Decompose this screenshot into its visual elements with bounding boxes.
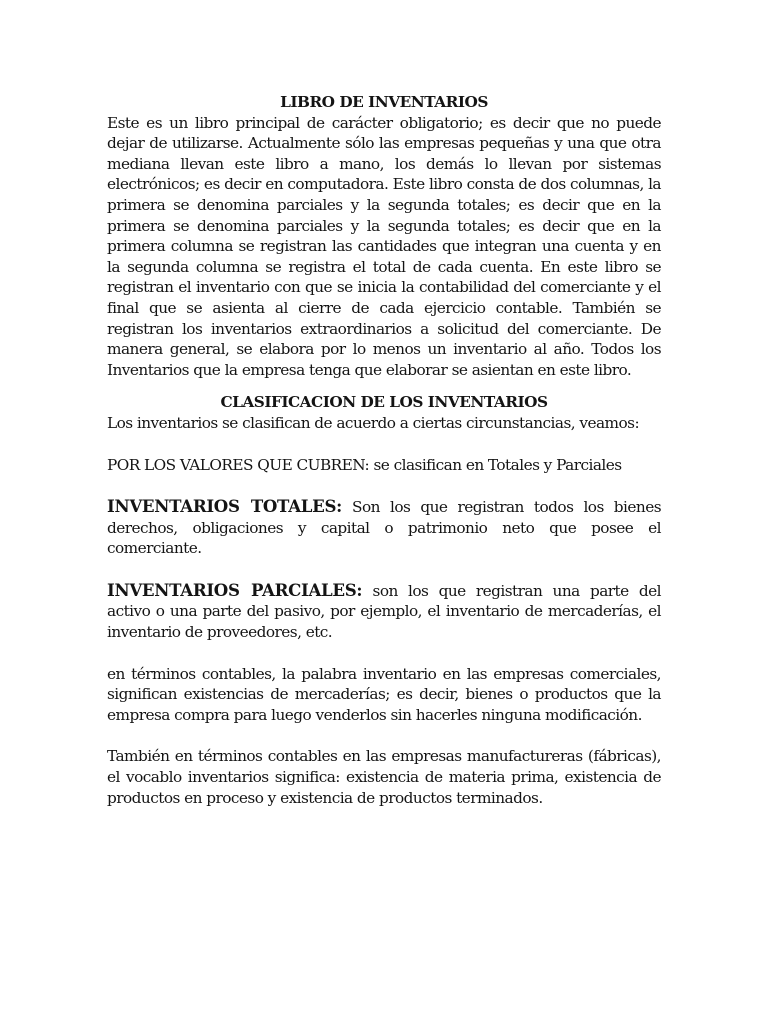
paragraph-valores: POR LOS VALORES QUE CUBREN: se clasifican en Totales y Parciales	[107, 455, 622, 474]
title-clasificacion: CLASIFICACION DE LOS INVENTARIOS	[220, 393, 548, 412]
paragraph-intro: Los inventarios se clasifican de acuerdo a ciertas circunstancias, veamos:	[107, 413, 640, 432]
term-inventarios-parciales: INVENTARIOS PARCIALES:	[107, 579, 363, 600]
paragraph-inventarios-totales	[107, 496, 661, 559]
paragraph-empresas-manufactureras: También en términos contables en las empresas manufactureras (fábricas), el vocablo inventarios significa: existencia de materia prima, existencia de productos en proceso y existencia de productos terminados.	[107, 747, 661, 807]
text-inventarios-parciales: son los que registran una parte del activo o una parte del pasivo, por ejemplo, el inventario de mercaderías, el inventario de proveedores, etc.	[107, 581, 661, 642]
paragraph-libro-description: Este es un libro principal de carácter obligatorio; es decir que no puede dejar de utilizarse. Actualmente sólo las empresas pequeñas y una que otra mediana llevan este libro a mano, los demás lo llevan por sistemas electrónicos; es decir en computadora. Este libro consta de dos columnas, la primera se denomina parciales y la segunda totales; es decir que en la primera se denomina parciales y la segunda totales; es decir que en la primera columna se registran las cantidades que integran una cuenta y en la segunda columna se registra el total de cada cuenta. En este libro se registran el inventario con que se inicia la contabilidad del comerciante y el final que se asienta al cierre de cada ejercicio contable. También se registran los inventarios extraordinarios a solicitud del comerciante. De manera general, se elabora por lo menos un inventario al año. Todos los Inventarios que la empresa tenga que elaborar se asientan en este libro.	[107, 113, 661, 379]
term-inventarios-totales: INVENTARIOS TOTALES:	[107, 496, 342, 517]
text-inventarios-totales: Son los que registran todos los bienes derechos, obligaciones y capital o patrimonio neto que posee el comerciante.	[107, 498, 661, 558]
paragraph-inventarios-parciales	[107, 580, 661, 643]
title-libro-de-inventarios: LIBRO DE INVENTARIOS	[280, 93, 488, 111]
paragraph-terminos-contables: en términos contables, la palabra inventario en las empresas comerciales, significan existencias de mercaderías; es decir, bienes o productos que la empresa compra para luego venderlos sin hacerles ninguna modificación.	[107, 664, 661, 724]
document-page	[107, 88, 661, 808]
